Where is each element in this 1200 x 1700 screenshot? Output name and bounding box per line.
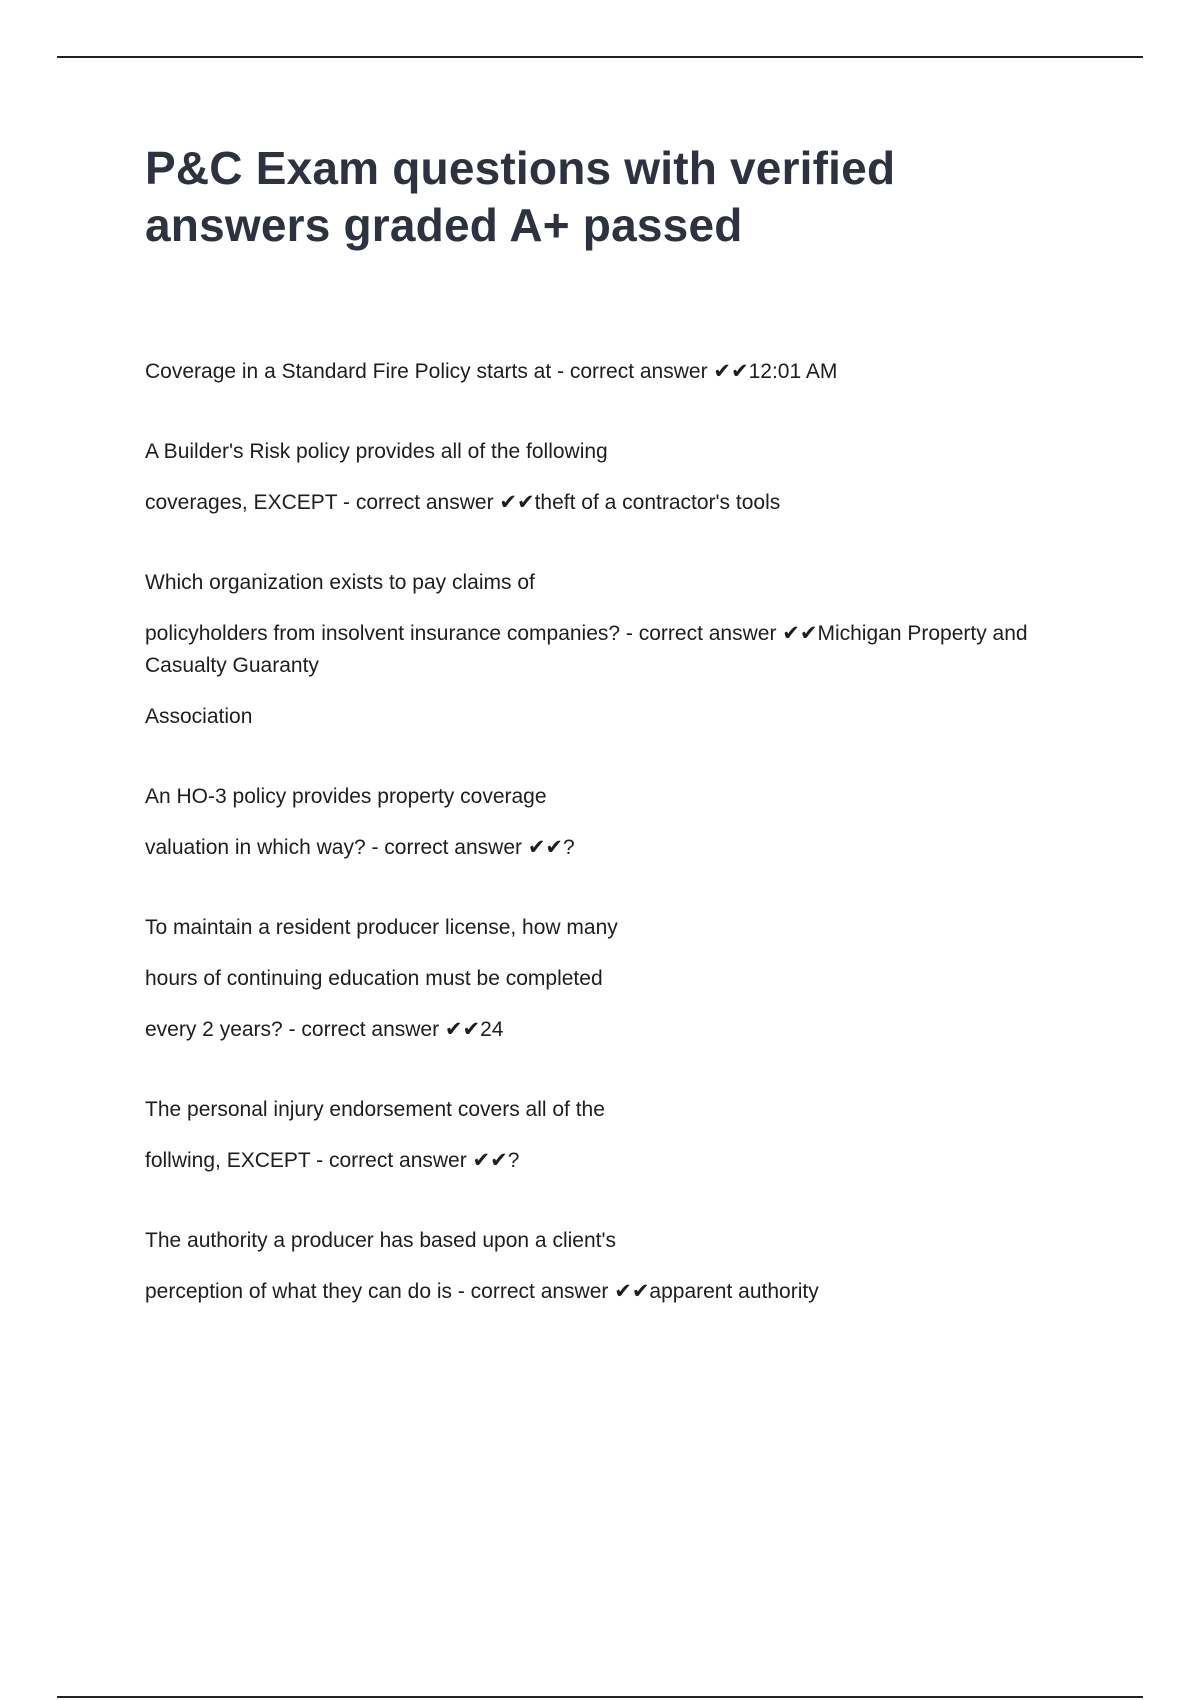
document-body	[145, 140, 1105, 1356]
qa-line: perception of what they can do is - correct answer ✔✔apparent authority	[145, 1280, 819, 1303]
top-rule	[57, 56, 1143, 58]
qa-line: To maintain a resident producer license, how many	[145, 916, 618, 939]
qa-line: policyholders from insolvent insurance companies? - correct answer ✔✔Michigan Property and Casualty Guaranty	[145, 622, 1028, 677]
qa-item-6	[145, 1094, 1105, 1177]
qa-line: Which organization exists to pay claims of	[145, 571, 535, 594]
qa-line: Coverage in a Standard Fire Policy starts at - correct answer ✔✔12:01 AM	[145, 360, 838, 383]
qa-item-3	[145, 567, 1105, 733]
title-line-1: P&C Exam questions with verified	[145, 142, 896, 194]
qa-item-2	[145, 436, 1105, 519]
qa-line: An HO-3 policy provides property coverage	[145, 785, 547, 808]
qa-item-5	[145, 912, 1105, 1046]
qa-line: The personal injury endorsement covers all of the	[145, 1098, 605, 1121]
qa-line: valuation in which way? - correct answer ✔✔?	[145, 836, 575, 859]
qa-line: A Builder's Risk policy provides all of the following	[145, 440, 608, 463]
qa-line: hours of continuing education must be completed	[145, 967, 603, 990]
qa-line: The authority a producer has based upon a client's	[145, 1229, 616, 1252]
qa-line: follwing, EXCEPT - correct answer ✔✔?	[145, 1149, 520, 1172]
qa-list	[145, 356, 1105, 1308]
qa-item-1	[145, 356, 1105, 388]
qa-line: every 2 years? - correct answer ✔✔24	[145, 1018, 504, 1041]
qa-item-4	[145, 781, 1105, 864]
document-title	[145, 140, 1105, 254]
qa-line: coverages, EXCEPT - correct answer ✔✔theft of a contractor's tools	[145, 491, 781, 514]
bottom-rule	[57, 1696, 1143, 1698]
title-line-2: answers graded A+ passed	[145, 199, 743, 251]
qa-item-7	[145, 1225, 1105, 1308]
qa-line: Association	[145, 705, 253, 728]
